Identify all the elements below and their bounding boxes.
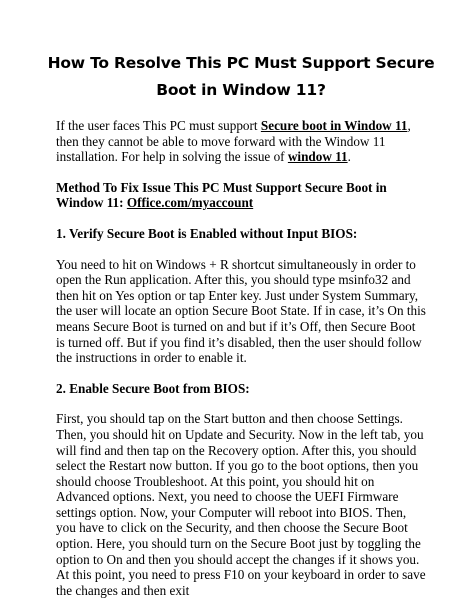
section-1-heading: 1. Verify Secure Boot is Enabled without Input BIOS: xyxy=(56,225,358,241)
method-heading xyxy=(56,180,426,211)
intro-text-1: If the user faces This PC must support xyxy=(56,118,261,133)
intro-paragraph xyxy=(56,118,426,165)
window-11-link[interactable]: window 11 xyxy=(287,149,348,165)
intro-text-3: . xyxy=(347,149,351,165)
method-heading-text: Method To Fix Issue This PC Must Support Secure Boot in Window 11: xyxy=(56,179,387,211)
secure-boot-link[interactable]: Secure boot in Window 11 xyxy=(260,118,408,133)
section-1-body: You need to hit on Windows + R shortcut simultaneously in order to open the Run application. After this, you should type msinfo32 and then hit on Yes option or tap Enter key. Just under System Summary, the user will locate an option Secure Boot State. If in case, it’s On this means Secure Boot is turned on and but if it’s Off, then Secure Boot is turned off. But if you find it’s disabled, then the user should follow the instructions in order to enable it. xyxy=(56,256,426,366)
document-title: How To Resolve This PC Must Support Secure Boot in Window 11? xyxy=(47,54,435,99)
office-account-link[interactable]: Office.com/myaccount xyxy=(126,195,254,211)
section-2-body: First, you should tap on the Start button and then choose Settings. Then, you should hit on Update and Security. Now in the left tab, you will find and then tap on the Recovery option. After this, you should select the Restart now button. If you go to the boot options, then you should choose Troubleshoot. At this point, you should hit on Advanced options. Next, you need to choose the UEFI Firmware settings option. Now, your Computer will reboot into BIOS. Then, you have to click on the Security, and then choose the Secure Boot option. Here, you should turn on the Secure Boot just by toggling the option to On and then you should accept the changes if it shows you. At this point, you need to press F10 on your keyboard in order to save the changes and then exit xyxy=(56,411,426,598)
document-page xyxy=(47,50,435,613)
intro-text-2: , then they cannot be able to move forward with the Window 11 installation. For help in solving the issue of xyxy=(56,118,411,165)
section-2-heading: 2. Enable Secure Boot from BIOS: xyxy=(56,380,250,396)
